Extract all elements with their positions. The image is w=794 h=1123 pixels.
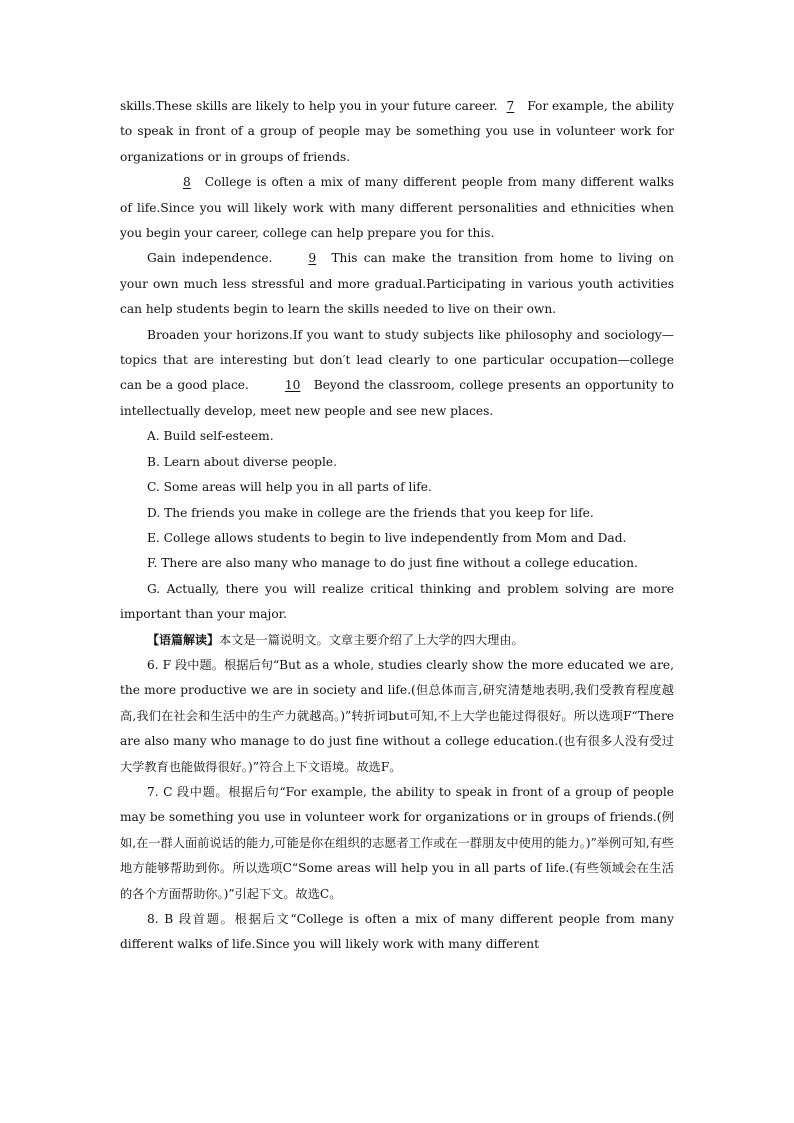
passage-paragraph: [120, 170, 674, 246]
option-item: F. There are also many who manage to do just fine without a college education.: [147, 556, 638, 571]
options-list: [120, 424, 674, 627]
option-item: A. Build self-esteem.: [147, 429, 274, 444]
answer-blank: 10: [284, 378, 301, 393]
option-item: B. Learn about diverse people.: [147, 454, 337, 469]
analysis-tag: 【语篇解读】: [147, 632, 220, 647]
option-item: E. College allows students to begin to live independently from Mom and Dad.: [147, 530, 627, 545]
passage-paragraph: [120, 246, 674, 322]
answers-list: [120, 653, 674, 958]
passage-paragraph: [120, 94, 674, 170]
passage-text: College is often a mix of many different people from many different walks of life.Since you will likely work with many different personalities and ethnicities when you begin your career, college can help prepare you for this.: [120, 175, 674, 241]
answer-blank: 7: [506, 99, 515, 113]
answer-explanation: 8. B 段首题。根据后文“College is often a mix of many different people from many different walks of life.Since you will likely work with many different: [120, 912, 674, 952]
option-item: G. Actually, there you will realize critical thinking and problem solving are more important than your major.: [120, 581, 674, 622]
passage-text: For example, the ability to speak in front of a group of people may be something you use in volunteer work for organizations or in groups of friends.: [120, 99, 674, 164]
document-page: [120, 94, 674, 958]
passage-text: skills.These skills are likely to help you in your future career.: [120, 99, 498, 113]
passage-text: Beyond the classroom, college presents an opportunity to intellectually develop, meet new people and see new places.: [120, 378, 674, 418]
passage-text: Gain independence.: [147, 251, 273, 266]
analysis-paragraph: [120, 628, 674, 653]
passage-text: Broaden your horizons.If you want to study subjects like philosophy and sociology—topics that are interesting but don′t lead clearly to one particular occupation—college can be a good place.: [120, 327, 674, 393]
answer-blank: 8: [183, 175, 191, 190]
passage: [120, 94, 674, 424]
passage-text: This can make the transition from home to living on your own much less stressful and more gradual.Participating in various youth activities can help students begin to learn the skills needed to live on their own.: [120, 251, 674, 317]
answer-explanation: 6. F 段中题。根据后句“But as a whole, studies clearly show the more educated we are, the more productive we are in society and life.(但总体而言,研究清楚地表明,我们受教育程度越高,我们在社会和生活中的生产力就越高。)”转折词but可知,不上大学也能过得很好。所以选项F“There are also many who manage to do just fine without a college education.(也有很多人没有受过大学教育也能做得很好。)”符合上下文语境。故选F。: [120, 657, 674, 774]
option-item: D. The friends you make in college are the friends that you keep for life.: [147, 505, 594, 520]
answer-blank: 9: [308, 251, 317, 266]
analysis-text: 本文是一篇说明文。文章主要介绍了上大学的四大理由。: [219, 632, 524, 647]
passage-paragraph: [120, 323, 674, 425]
option-item: C. Some areas will help you in all parts of life.: [147, 480, 432, 495]
answer-explanation: 7. C 段中题。根据后句“For example, the ability to speak in front of a group of people may be something you use in volunteer work for organizations or in groups of friends.(例如,在一群人面前说话的能力,可能是你在组织的志愿者工作或在一群朋友中使用的能力。)”举例可知,有些地方能够帮助到你。所以选项C“Some areas will help you in all parts of life.(有些领域会在生活的各个方面帮助你。)”引起下文。故选C。: [120, 784, 674, 901]
